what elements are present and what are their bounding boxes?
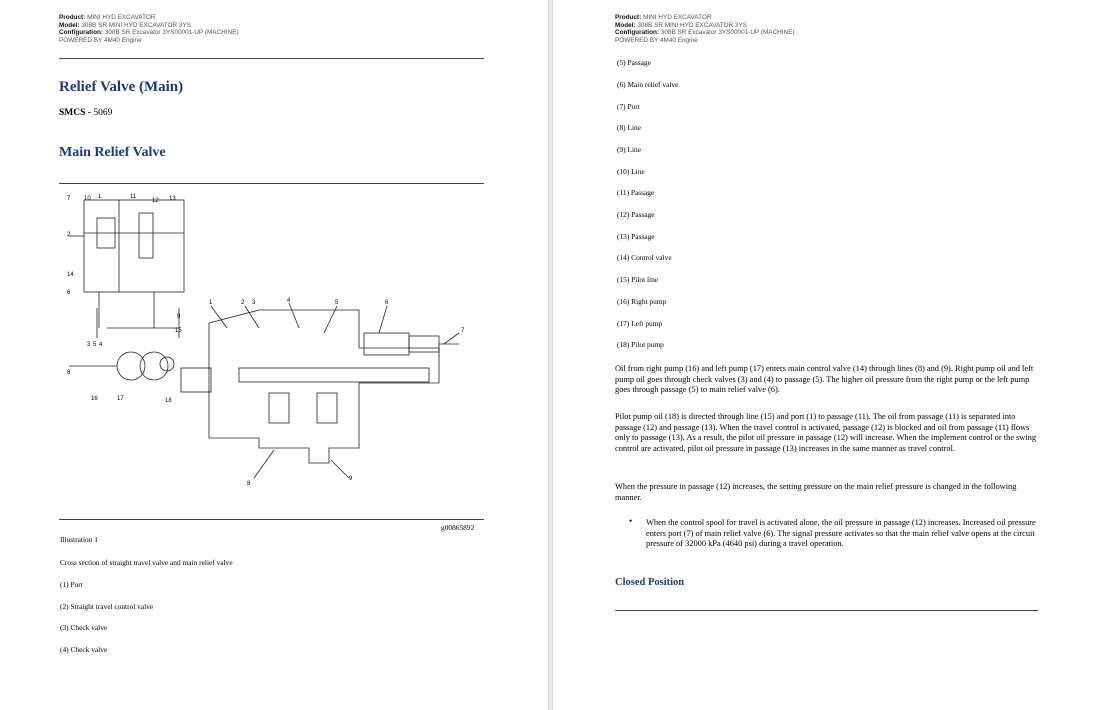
part-list-item: (8) Line — [617, 123, 642, 132]
callout-16: 16 — [91, 396, 98, 402]
smcs-value: 5069 — [93, 108, 113, 118]
doc-header — [615, 14, 795, 44]
callout-section-6: 6 — [385, 300, 389, 306]
part-list-item: (2) Straight travel control valve — [60, 602, 154, 611]
leader-line — [289, 303, 299, 328]
powered-by: POWERED BY 4M40 Engine — [59, 36, 142, 44]
left-page — [0, 0, 548, 710]
section-title: Main Relief Valve — [59, 145, 166, 160]
leader-line — [331, 460, 349, 478]
schematic-block — [84, 200, 184, 292]
callout-section-7: 7 — [461, 328, 465, 334]
callout-section-1: 1 — [209, 300, 213, 306]
header-rule — [59, 58, 484, 59]
callout-10: 10 — [84, 196, 91, 202]
part-list-item: (13) Passage — [617, 232, 655, 241]
paragraph-oil-flow: Oil from right pump (16) and left pump (17) enters main control valve (14) through lines (8) and (9). Right pump oil and left pump oil goes through check valves (3) and (4) to passage (5). The higher oil pressure from the right pump or the left pump goes through passage (5) to main relief valve (6). — [615, 364, 1034, 395]
check-valve-4 — [317, 393, 337, 423]
callout-14: 14 — [67, 272, 74, 278]
callout-12: 12 — [152, 198, 159, 204]
paragraph-pressure-change: When the pressure in passage (12) increases, the setting pressure on the main relief pressure is changed in the following manner. — [615, 482, 1017, 502]
powered-by: POWERED BY 4M40 Engine — [615, 36, 698, 44]
part-list-item: (5) Passage — [617, 58, 651, 67]
smcs-code — [59, 108, 112, 118]
leader-line — [379, 306, 387, 333]
leader-line — [254, 450, 274, 478]
section-rule — [615, 610, 1038, 611]
model-value: 308B SR MINI HYD EXCAVATOR 3YS — [81, 21, 191, 29]
callout-section-3: 3 — [252, 300, 256, 306]
leader-line — [211, 306, 227, 328]
part-list-item: (17) Left pump — [617, 319, 663, 328]
port-block — [181, 368, 211, 392]
model-label: Model: — [59, 21, 80, 29]
model-value: 308B SR MINI HYD EXCAVATOR 3YS — [637, 21, 747, 29]
illustration-top-rule — [59, 183, 484, 184]
part-list-item: (7) Port — [617, 102, 640, 111]
relief-valve-spring — [364, 333, 409, 355]
callout-3: 3 — [87, 342, 91, 348]
pump-18 — [160, 357, 174, 371]
leader-line — [444, 333, 459, 344]
callout-section-2: 2 — [241, 300, 245, 306]
leader-line — [245, 306, 259, 328]
part-list-item: (15) Pilot line — [617, 275, 659, 284]
callout-1: 1 — [98, 194, 102, 200]
check-valve-3 — [269, 393, 289, 423]
product-label: Product: — [59, 14, 86, 21]
callout-5: 5 — [93, 342, 97, 348]
callout-4: 4 — [99, 342, 103, 348]
relief-valve-cap — [409, 336, 439, 352]
bullet-travel-activated: When the control spool for travel is activated alone, the oil pressure in passage (12) increases. Increased oil pressure enters port (7) of main relief valve (6). The signal pressure activates so that the main relief valve opens at the circuit pressure of 32000 kPa (4640 psi) during a travel operation. — [646, 518, 1036, 549]
passage-spool — [239, 368, 429, 382]
pump-16 — [117, 352, 145, 380]
part-list-item: (6) Main relief valve — [617, 80, 679, 89]
callout-6: 6 — [67, 290, 71, 296]
part-list-item: (11) Passage — [617, 188, 655, 197]
relief-valve-illustration — [59, 188, 484, 488]
right-page — [553, 0, 1101, 710]
doc-header — [59, 14, 239, 44]
config-value: 308B SR Excavator 3YS00001-UP (MACHINE) — [104, 29, 239, 37]
config-label: Configuration: — [615, 29, 660, 37]
callout-7: 7 — [67, 196, 71, 202]
illustration-label: Illustration 1 — [60, 535, 98, 544]
part-list-item: (14) Control valve — [617, 253, 672, 262]
callout-section-4: 4 — [287, 298, 291, 304]
callout-17: 17 — [117, 396, 124, 402]
callout-13: 13 — [169, 196, 176, 202]
config-label: Configuration: — [59, 29, 104, 37]
part-list-item: (9) Line — [617, 145, 642, 154]
image-id: g00865892 — [441, 523, 475, 532]
callout-section-9: 9 — [349, 476, 353, 482]
part-list-item: (1) Port — [60, 580, 83, 589]
part-list-item: (3) Check valve — [60, 623, 108, 632]
part-list-item: (12) Passage — [617, 210, 655, 219]
callout-section-8: 8 — [247, 481, 251, 487]
callout-11: 11 — [130, 194, 137, 200]
config-value: 308B SR Excavator 3YS00001-UP (MACHINE) — [660, 29, 795, 37]
product-label: Product: — [615, 14, 642, 21]
callout-9: 9 — [177, 314, 181, 320]
callout-15: 15 — [175, 328, 182, 334]
pump-17 — [140, 352, 168, 380]
callout-section-5: 5 — [335, 300, 339, 306]
callout-8: 8 — [67, 370, 71, 376]
model-label: Model: — [615, 21, 636, 29]
product-value: MINI HYD EXCAVATOR — [643, 14, 712, 21]
part-list-item: (18) Pilot pump — [617, 340, 664, 349]
paragraph-pilot-pump: Pilot pump oil (18) is directed through line (15) and port (1) to passage (11). The oil from passage (11) is separated into passage (12) and passage (13). When the travel control is activated, passage (12) is blocked and oil from passage (11) flows only to passage (13). As a result, the pilot oil pressure in passage (12) will increase. When the implement control or the swing control are activated, pilot oil pressure in passage (13) increases in the same manner as travel control. — [615, 412, 1037, 453]
illustration-bottom-rule — [59, 519, 484, 520]
illustration-caption: Cross section of straight travel valve and main relief valve — [60, 558, 233, 567]
section-heading-closed-position: Closed Position — [615, 577, 685, 588]
callout-2: 2 — [67, 232, 71, 238]
product-value: MINI HYD EXCAVATOR — [87, 14, 156, 21]
part-list-item: (16) Right pump — [617, 297, 667, 306]
part-list-item: (10) Line — [617, 167, 645, 176]
callout-18: 18 — [165, 398, 172, 404]
smcs-label: SMCS - — [59, 108, 94, 118]
schematic-valve-2 — [139, 213, 153, 258]
bullet-marker: • — [629, 516, 633, 526]
page-title: Relief Valve (Main) — [59, 79, 184, 95]
part-list-item: (4) Check valve — [60, 645, 108, 654]
